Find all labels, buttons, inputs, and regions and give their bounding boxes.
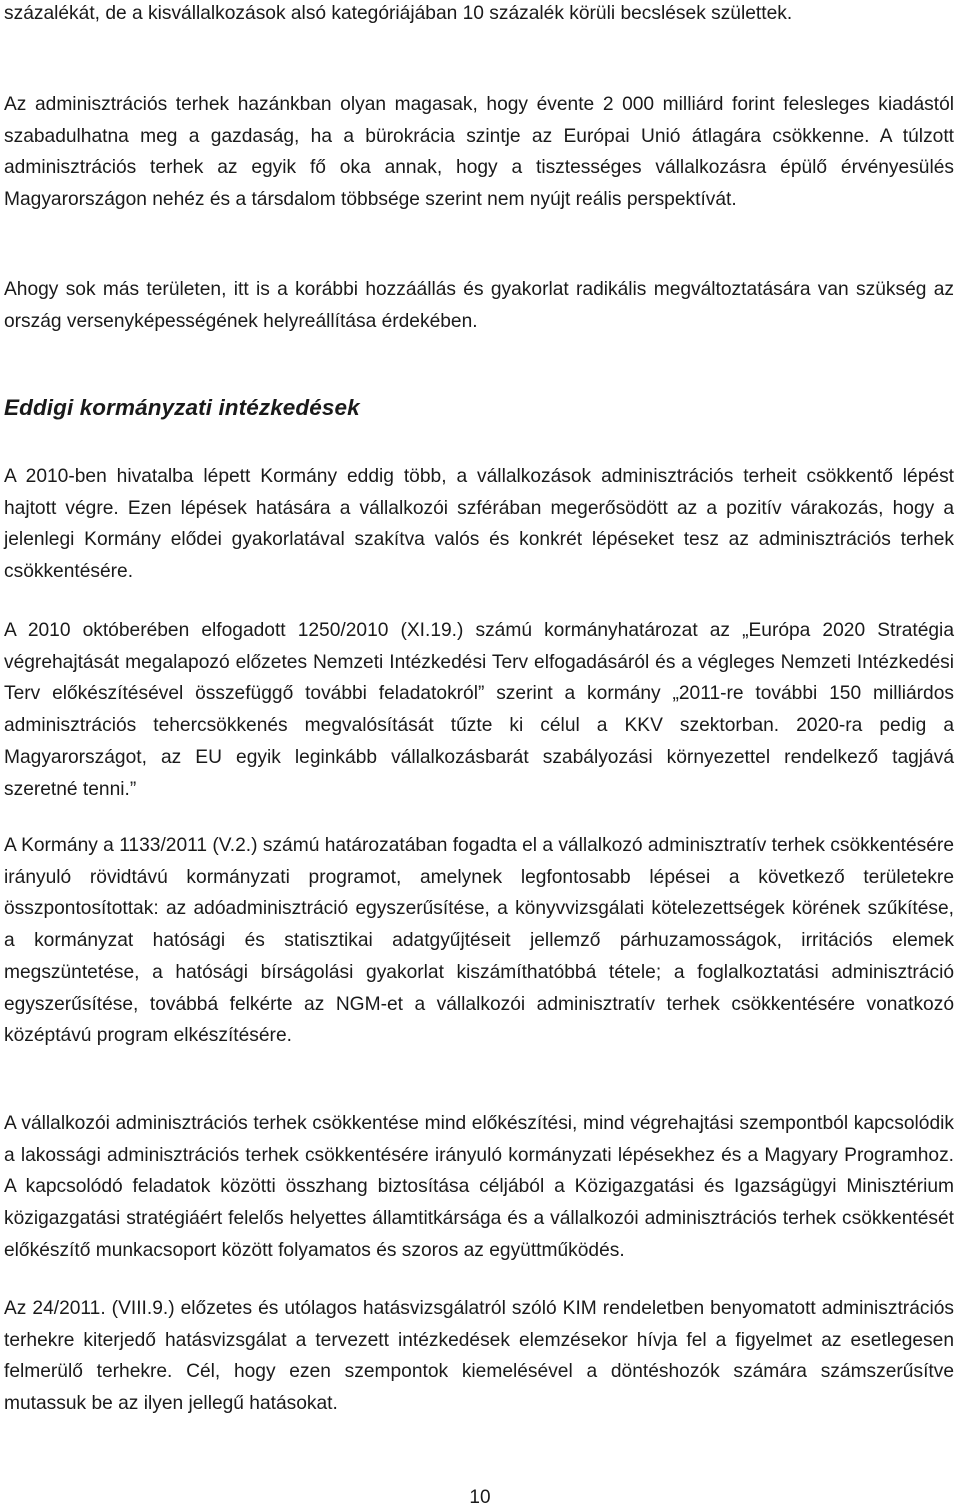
paragraph: A Kormány a 1133/2011 (V.2.) számú határozatában fogadta el a vállalkozó adminisztratív terhek csökkentésére irányuló rövidtávú kormányzati programot, amelynek legfontosabb lépései a következő területekre összpontosítottak: az adóadminisztráció egyszerűsítése, a könyvvizsgálati kötelezettségek körének szűkítése, a kormányzat hatósági és statisztikai adatgyűjtéseit jellemző párhuzamosságok, irritációs elemek megszüntetése, a hatósági bírságolási gyakorlat kiszámíthatóbbá tétele; a foglalkoztatási adminisztráció egyszerűsítése, továbbá felkérte az NGM-et a vállalkozói adminisztratív terhek csökkentésére vonatkozó középtávú program elkészítésére. — [4, 835, 954, 1047]
paragraph: A vállalkozói adminisztrációs terhek csökkentése mind előkészítési, mind végrehajtási szempontból kapcsolódik a lakossági adminisztrációs terhek csökkentésére irányuló kormányzati lépésekhez és a Magyary Programhoz. A kapcsolódó feladatok közötti összhang biztosítása céljából a Közigazgatási és Igazságügyi Minisztérium közigazgatási stratégiáért felelős helyettes államtitkársága és a vállalkozói adminisztrációs terhek csökkentését előkészítő munkacsoport között folyamatos és szoros az együttműködés. — [4, 1113, 954, 1261]
section-heading: Eddigi kormányzati intézkedések — [4, 395, 360, 420]
page-number: 10 — [469, 1487, 491, 1508]
paragraph: Az adminisztrációs terhek hazánkban olyan magasak, hogy évente 2 000 milliárd forint felesleges kiadástól szabadulhatna meg a gazdaság, ha a bürokrácia szintje az Európai Unió átlagára csökkenne. A túlzott adminisztrációs terhek az egyik fő oka annak, hogy a tisztességes vállalkozásra épülő érvényesülés Magyarországon nehéz és a társdalom többsége szerint nem nyújt reális perspektívát. — [4, 94, 954, 211]
paragraph: százalékát, de a kisvállalkozások alsó kategóriájában 10 százalék körüli becslések születtek. — [4, 3, 793, 24]
paragraph: Az 24/2011. (VIII.9.) előzetes és utólagos hatásvizsgálatról szóló KIM rendeletben benyomatott adminisztrációs terhekre kiterjedő hatásvizsgálat a tervezett intézkedések elemzésekor hívja fel a figyelmet az esetlegesen felmerülő terhekre. Cél, hogy ezen szempontok kiemelésével a döntéshozók számára számszerűsítve mutassuk be az ilyen jellegű hatásokat. — [4, 1298, 954, 1415]
paragraph: A 2010-ben hivatalba lépett Kormány eddig több, a vállalkozások adminisztrációs terheit csökkentő lépést hajtott végre. Ezen lépések hatására a vállalkozói szférában megerősödött az a pozitív várakozás, hogy a jelenlegi Kormány elődei gyakorlatával szakítva valós és konkrét lépéseket tesz az adminisztrációs terhek csökkentésére. — [4, 466, 954, 583]
paragraph: Ahogy sok más területen, itt is a korábbi hozzáállás és gyakorlat radikális megváltoztatására van szükség az ország versenyképességének helyreállítása érdekében. — [4, 279, 954, 332]
paragraph: A 2010 októberében elfogadott 1250/2010 (XI.19.) számú kormányhatározat az „Európa 2020 Stratégia végrehajtását megalapozó előzetes Nemzeti Intézkedési Terv elfogadásáról és a végleges Nemzeti Intézkedési Terv előkészítésével összefüggő további feladatokról” szerint a kormány „2011-re további 150 milliárdos adminisztrációs tehercsökkenés megvalósítását tűzte ki célul a KKV szektorban. 2020-ra pedig a Magyarországot, az EU egyik leginkább vállalkozásbarát szabályozási környezettel rendelkező tagjává szeretné tenni.” — [4, 620, 954, 800]
